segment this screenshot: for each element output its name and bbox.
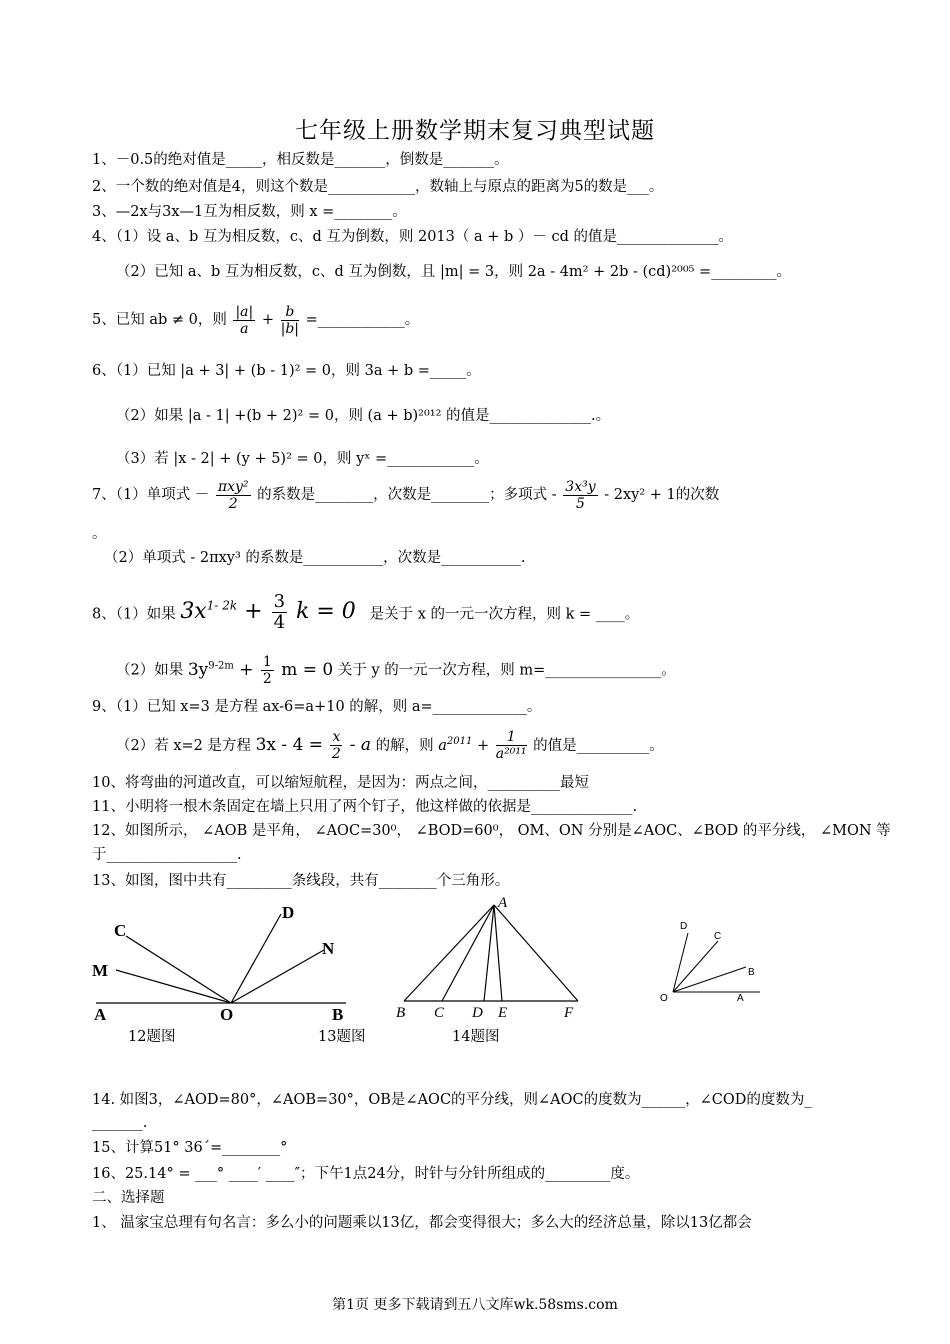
q5-prefix: 5、已知 ab ≠ 0，则 — [92, 312, 227, 328]
question-4-1: 4、（1）设 a、b 互为相反数，c、d 互为倒数，则 2013（ a + b ）－ cd 的值是______________。 — [92, 229, 733, 245]
fig12-label-n: N — [322, 939, 335, 958]
fig14-label-b: B — [748, 967, 755, 978]
question-16: 16、25.14° = ___° ____′ ____″；下午1点24分，时针与分针所组成的_________度。 — [92, 1166, 640, 1182]
q8b-prefix: （2）如果 — [116, 662, 184, 679]
q7-period: 。 — [92, 526, 107, 542]
q9b-equation: 3x - 4 = $\frac{x}{2}$ - a — [255, 728, 372, 762]
fig12-label-m: M — [92, 961, 109, 980]
figure-13-diagram — [392, 895, 588, 1020]
fig13-label-a: A — [498, 895, 508, 911]
fig14-label-a: A — [737, 993, 744, 1004]
question-14-line-1: 14. 如图3，∠AOD=80°，∠AOB=30°，OB是∠AOC的平分线，则∠AOC的度数为______，∠COD的度数为_ — [92, 1092, 812, 1108]
fig13-label-f: F — [564, 1005, 574, 1020]
question-15: 15、计算51° 36´=________° — [92, 1140, 288, 1156]
q9b-middle: 的解，则 — [375, 737, 434, 754]
q9b-suffix: 的值是__________。 — [533, 737, 664, 754]
q7-fraction-1: $\frac{\text{πxy²}}{2}$ — [217, 478, 249, 512]
question-4-2: （2）已知 a、b 互为相反数，c、d 互为倒数，且 |m| = 3，则 2a - 4m² + 2b - (cd)²⁰⁰⁵ =_________。 — [116, 264, 791, 280]
question-11: 11、小明将一根木条固定在墙上只用了两个钉子，他这样做的依据是______________. — [92, 799, 638, 815]
fig14-label-o: O — [660, 993, 668, 1004]
q5-fraction-1: $\frac{|a|}{a}$ — [235, 303, 254, 337]
fig13-label-c: C — [434, 1005, 445, 1020]
figure-13-caption: 13题图 — [318, 1029, 366, 1045]
question-1: 1、－0.5的绝对值是_____，相反数是_______，倒数是_______。 — [92, 152, 509, 168]
q5-suffix: =____________。 — [305, 312, 420, 328]
q8-equation: $3x^{1- 2k}$ + $\frac{3}{4}$ k = 0 — [180, 590, 356, 633]
figure-14-diagram — [652, 915, 768, 1010]
q8b-suffix: 关于 y 的一元一次方程，则 m=________________。 — [337, 662, 676, 679]
q9b-expression: $a^{2011}$ + $\frac{1}{\text{a²⁰¹¹}}$ — [438, 729, 527, 763]
question-12-line-2: 于__________________. — [92, 847, 242, 863]
page-title: 七年级上册数学期末复习典型试题 — [295, 118, 655, 144]
section-2-heading: 二、选择题 — [92, 1190, 165, 1206]
q9b-prefix: （2）若 x=2 是方程 — [116, 737, 251, 754]
question-5: 5、已知 ab ≠ 0，则 $\frac{|a|}{a}$ + $\frac{b}{|b|}$ =____________。 — [92, 303, 420, 337]
fig12-label-d: D — [282, 903, 295, 922]
fig13-label-d: D — [472, 1005, 483, 1020]
figure-12-diagram — [88, 898, 358, 1028]
fig13-label-e: E — [498, 1005, 508, 1020]
fig14-label-c: C — [714, 931, 722, 942]
fig12-label-a: A — [94, 1005, 107, 1024]
question-14-line-2: _______. — [92, 1115, 148, 1131]
question-10: 10、将弯曲的河道改直，可以缩短航程，是因为：两点之间，__________最短 — [92, 775, 589, 791]
fig12-label-b: B — [332, 1005, 344, 1024]
q7-part-b: 的系数是________，次数是________；多项式 - — [257, 487, 557, 503]
question-2: 2、一个数的绝对值是4，则这个数是____________，数轴上与原点的距离为5的数是___。 — [92, 179, 664, 195]
question-8-2 — [116, 648, 676, 689]
question-6-3: （3）若 |x - 2| + (y + 5)² = 0，则 yˣ =____________。 — [116, 451, 489, 467]
figure-12-caption: 12题图 — [128, 1029, 176, 1045]
page-footer: 第1页 更多下载请到五八文库wk.58sms.com — [332, 1297, 618, 1313]
fig12-label-c: C — [114, 921, 127, 940]
fig14-label-d: D — [680, 921, 688, 932]
q7-fraction-2: $\frac{\text{3x³y}}{5}$ — [565, 478, 596, 512]
question-12-line-1: 12、如图所示， ∠AOB 是平角， ∠AOC=30⁰， ∠BOD=60⁰， OM、ON 分别是∠AOC、∠BOD 的平分线， ∠MON 等 — [92, 823, 891, 839]
question-6-1: 6、（1）已知 |a + 3| + (b - 1)² = 0，则 3a + b =_____。 — [92, 363, 481, 379]
choice-question-1: 1、 温家宝总理有句名言：多么小的问题乘以13亿，都会变得很大；多么大的经济总量，除以13亿都会 — [92, 1215, 752, 1231]
fig12-label-o: O — [220, 1005, 234, 1024]
question-7-2: （2）单项式 - 2πxy³ 的系数是___________，次数是___________. — [104, 550, 526, 566]
q8-prefix: 8、（1）如果 — [92, 606, 176, 623]
q7-part-c: - 2xy² + 1的次数 — [604, 487, 720, 503]
q8-suffix: 是关于 x 的一元一次方程，则 k = ____。 — [369, 606, 640, 623]
q5-fraction-2: $\frac{b}{|b|}$ — [280, 303, 300, 337]
question-9-2 — [116, 722, 664, 766]
question-13: 13、如图，图中共有_________条线段，共有________个三角形。 — [92, 873, 510, 889]
q7-part-a: 7、（1）单项式 － — [92, 487, 210, 503]
question-7-1 — [92, 476, 719, 514]
question-6-2: （2）如果 |a - 1| +(b + 2)² = 0，则 (a + b)²⁰¹² 的值是______________.。 — [116, 408, 611, 424]
question-3: 3、—2x与3x—1互为相反数，则 x =________。 — [92, 204, 407, 220]
q8b-equation: $3y^{9-2m}$ + $\frac{1}{2}$ m = 0 — [187, 653, 334, 687]
figure-14-caption: 14题图 — [452, 1029, 500, 1045]
question-8-1 — [92, 586, 639, 634]
fig13-label-b: B — [396, 1005, 406, 1020]
question-9-1: 9、（1）已知 x=3 是方程 ax-6=a+10 的解，则 a=_____________。 — [92, 699, 542, 715]
